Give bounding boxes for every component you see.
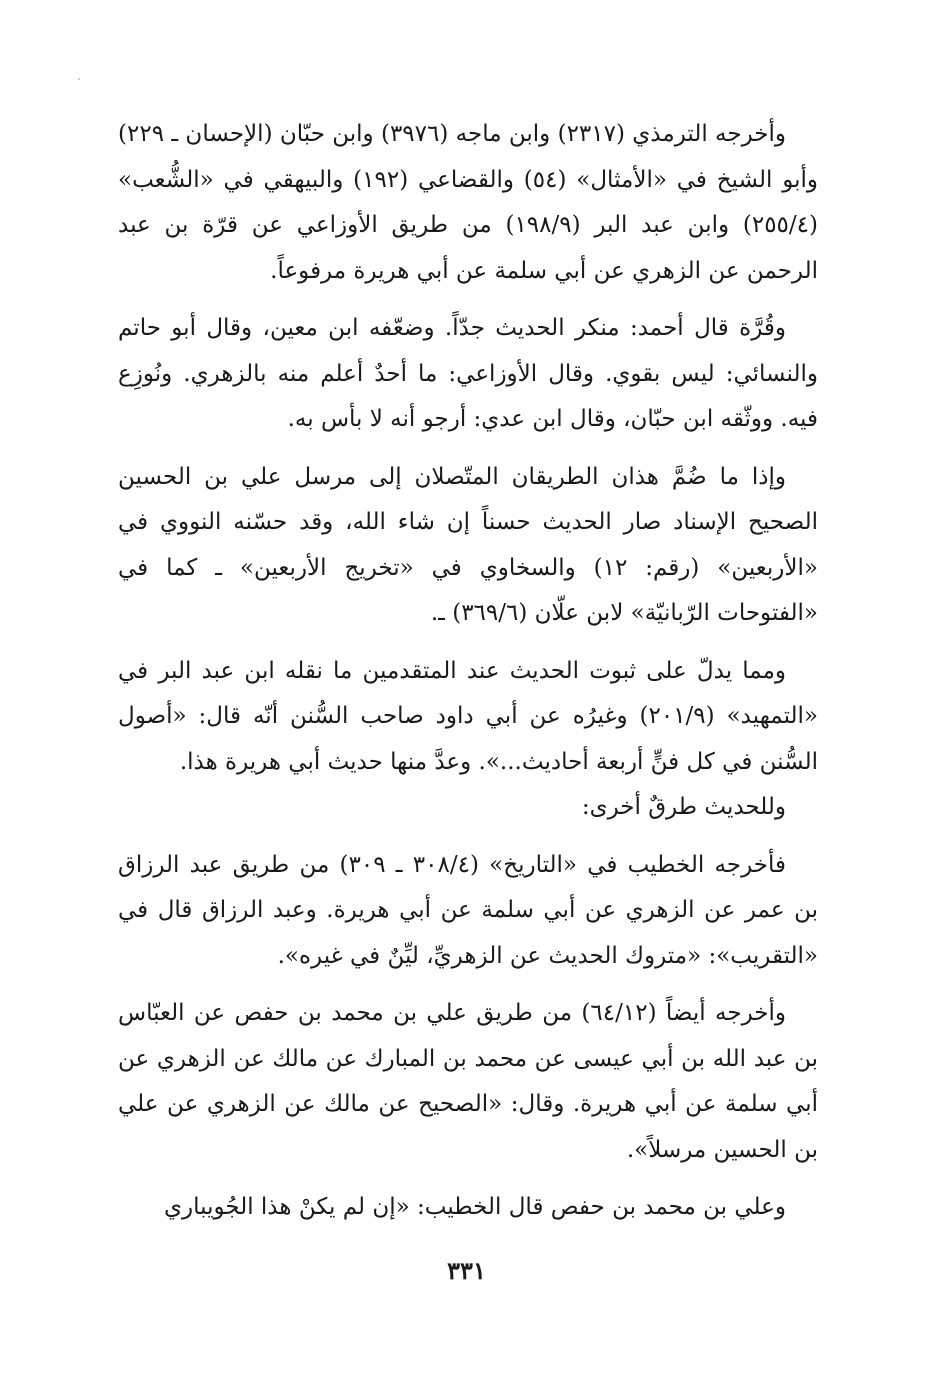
paragraph-4: ومما يدلّ على ثبوت الحديث عند المتقدمين ما نقله ابن عبد البر في «التمهيد» (٢٠١/٩) وغيرُه عن أبي داود صاحب السُّنن أنّه قال: «أصول السُّنن في كل فنٍّ أربعة أحاديث...». وعدَّ منها حديث أبي هريرة هذا. (118, 657, 818, 775)
paragraph-1: وأخرجه الترمذي (٢٣١٧) وابن ماجه (٣٩٧٦) وابن حبّان (الإحسان ـ ٢٢٩) وأبو الشيخ في «الأمثال» (٥٤) والقضاعي (١٩٢) والبيهقي في «الشُّعب» (٢٥٥/٤) وابن عبد البر (١٩٨/٩) من طريق الأوزاعي عن قرّة بن عبد الرحمن عن الزهري عن أبي سلمة عن أبي هريرة مرفوعاً. (118, 121, 819, 284)
paragraph-7: وأخرجه أيضاً (٦٤/١٢) من طريق علي بن محمد بن حفص عن العبّاس بن عبد الله بن أبي عيسى عن محمد بن المبارك عن مالك عن الزهري عن أبي سلمة عن أبي هريرة. وقال: «الصحيح عن مالك عن الزهري عن علي بن الحسين مرسلاً». (118, 1000, 818, 1163)
paragraph-2: وقُرَّة قال أحمد: منكر الحديث جدّاً. وضعّفه ابن معين، وقال أبو حاتم والنسائي: ليس بقوي. وقال الأوزاعي: ما أحدٌ أعلم منه بالزهري. ونُوزِع فيه. ووثّقه ابن حبّان، وقال ابن عدي: أرجو أنه لا بأس به. (118, 315, 818, 432)
paragraph-3: وإذا ما ضُمَّ هذان الطريقان المتّصلان إلى مرسل علي بن الحسين الصحيح الإسناد صار الحديث حسناً إن شاء الله، وقد حسّنه النووي في «الأربعين» (رقم: ١٢) والسخاوي في «تخريج الأربعين» ـ كما في «الفتوحات الرّبانيّة» لابن علّان (٣٦٩/٦) ـ. (118, 463, 818, 626)
paragraph-8: وعلي بن محمد بن حفص قال الخطيب: «إن لم يكنْ هذا الجُويباري (164, 1194, 786, 1220)
paragraph-5: وللحديث طرقٌ أخرى: (581, 794, 786, 820)
body-text (118, 112, 818, 1231)
paragraph-6: فأخرجه الخطيب في «التاريخ» (٣٠٨/٤ ـ ٣٠٩) من طريق عبد الرزاق بن عمر عن الزهري عن أبي سلمة عن أبي هريرة. وعبد الرزاق قال في «التقريب»: «متروك الحديث عن الزهريِّ، ليِّنٌ في غيره». (118, 851, 818, 969)
page-number: ٣٣١ (447, 1256, 486, 1285)
scan-speck (78, 78, 80, 80)
